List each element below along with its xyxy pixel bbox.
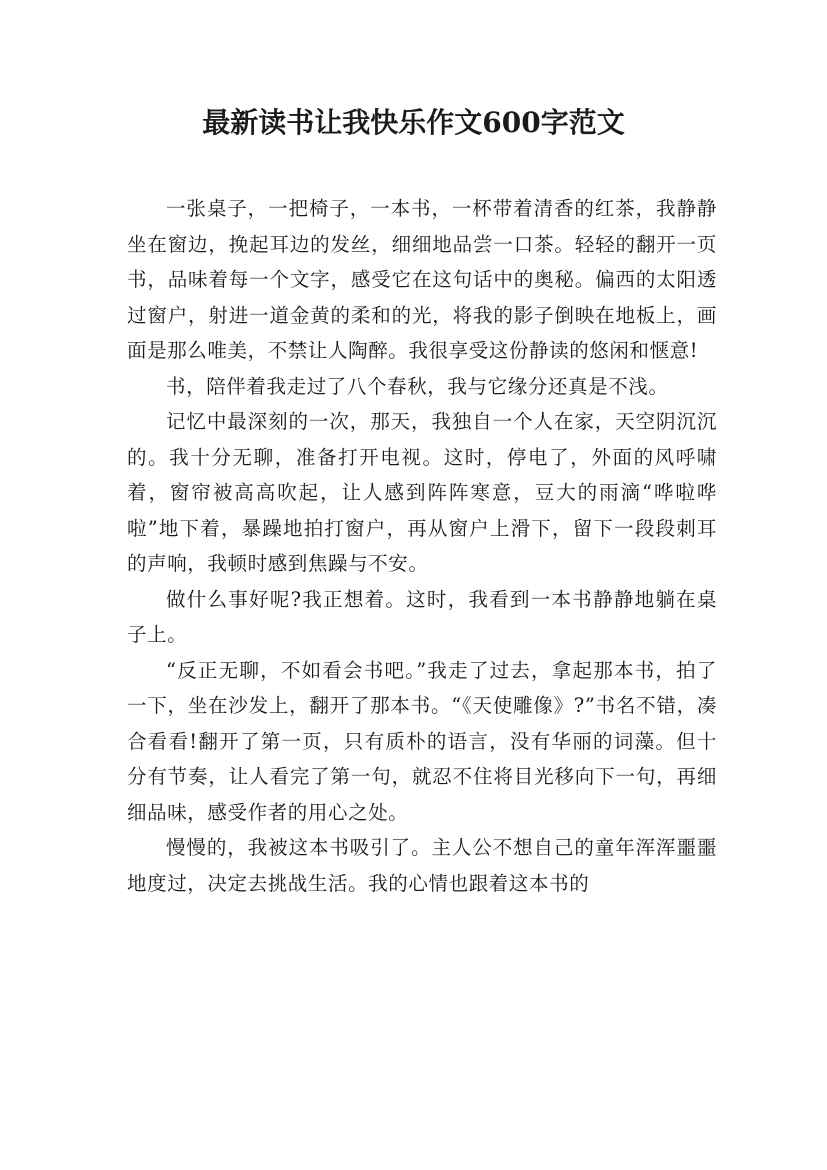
paragraph-3: 记忆中最深刻的一次，那天，我独自一个人在家，天空阴沉沉的。我十分无聊，准备打开电视。这时，停电了，外面的风呼啸着，窗帘被高高吹起，让人感到阵阵寒意，豆大的雨滴“哗啦哗啦”地下着，暴躁地拍打窗户，再从窗户上滑下，留下一段段刺耳的声响，我顿时感到焦躁与不安。 <box>127 410 717 575</box>
paragraph-1: 一张桌子，一把椅子，一本书，一杯带着清香的红茶，我静静坐在窗边，挽起耳边的发丝，细细地品尝一口茶。轻轻的翻开一页书，品味着每一个文字，感受它在这句话中的奥秘。偏西的太阳透过窗户，射进一道金黄的柔和的光，将我的影子倒映在地板上，画面是那么唯美，不禁让人陶醉。我很享受这份静读的悠闲和惬意! <box>127 197 717 362</box>
document-title: 最新读书让我快乐作文600字范文 <box>202 106 625 139</box>
paragraph-2: 书，陪伴着我走过了八个春秋，我与它缘分还真是不浅。 <box>166 374 669 398</box>
document-body <box>127 191 717 901</box>
paragraph-4: 做什么事好呢?我正想着。这时，我看到一本书静静地躺在桌子上。 <box>127 587 717 646</box>
paragraph-6: 慢慢的，我被这本书吸引了。主人公不想自己的童年浑浑噩噩地度过，决定去挑战生活。我的心情也跟着这本书的 <box>127 836 717 895</box>
paragraph-5: “反正无聊，不如看会书吧。”我走了过去，拿起那本书，拍了一下，坐在沙发上，翻开了那本书。“《天使雕像》?”书名不错，凑合看看!翻开了第一页，只有质朴的语言，没有华丽的词藻。但十分有节奏，让人看完了第一句，就忍不住将目光移向下一句，再细细品味，感受作者的用心之处。 <box>127 658 717 824</box>
